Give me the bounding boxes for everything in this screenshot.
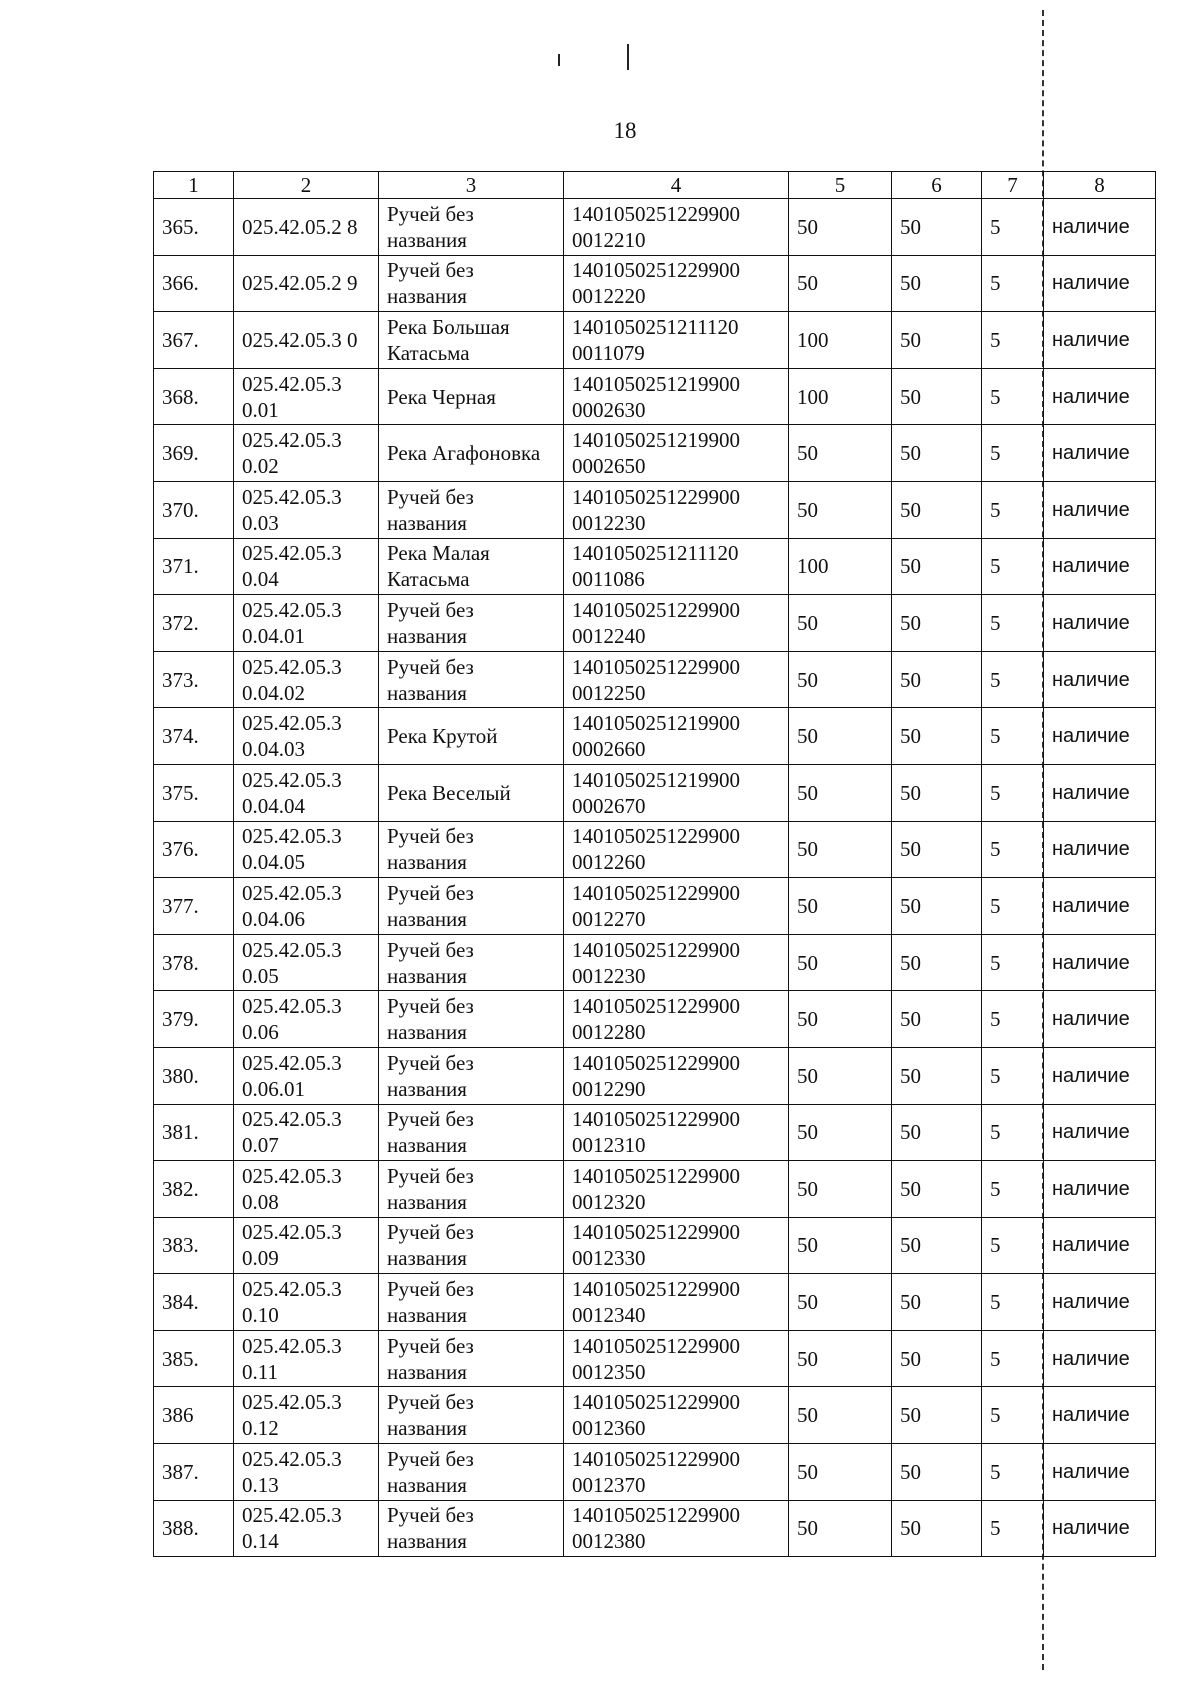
column-6-cell: 50 bbox=[892, 991, 982, 1048]
column-7-cell: 5 bbox=[982, 821, 1044, 878]
column-5-cell: 50 bbox=[789, 1444, 892, 1501]
code-cell: 025.42.05.3 0.04.05 bbox=[234, 821, 379, 878]
name-cell: Река Агафоновка bbox=[379, 425, 564, 482]
name-cell: Ручей без названия bbox=[379, 1500, 564, 1557]
table-row bbox=[154, 199, 1156, 256]
table-row bbox=[154, 991, 1156, 1048]
registry-id-cell: 1401050251229900 0012310 bbox=[564, 1104, 789, 1161]
status-cell: наличие bbox=[1044, 1047, 1156, 1104]
code-cell: 025.42.05.2 8 bbox=[234, 199, 379, 256]
registry-id-cell: 1401050251229900 0012380 bbox=[564, 1500, 789, 1557]
code-cell: 025.42.05.3 0.04.03 bbox=[234, 708, 379, 765]
column-6-cell: 50 bbox=[892, 595, 982, 652]
column-6-cell: 50 bbox=[892, 1500, 982, 1557]
status-cell: наличие bbox=[1044, 1444, 1156, 1501]
column-6-cell: 50 bbox=[892, 651, 982, 708]
column-5-cell: 50 bbox=[789, 1500, 892, 1557]
table-row bbox=[154, 425, 1156, 482]
row-number-cell: 368. bbox=[154, 368, 234, 425]
table-row bbox=[154, 1444, 1156, 1501]
column-7-cell: 5 bbox=[982, 878, 1044, 935]
table-row bbox=[154, 1500, 1156, 1557]
registry-id-cell: 1401050251229900 0012370 bbox=[564, 1444, 789, 1501]
column-6-cell: 50 bbox=[892, 1217, 982, 1274]
row-number-cell: 379. bbox=[154, 991, 234, 1048]
code-cell: 025.42.05.3 0.11 bbox=[234, 1330, 379, 1387]
code-cell: 025.42.05.3 0.04.04 bbox=[234, 764, 379, 821]
status-cell: наличие bbox=[1044, 1161, 1156, 1218]
column-5-cell: 50 bbox=[789, 199, 892, 256]
registry-id-cell: 1401050251219900 0002650 bbox=[564, 425, 789, 482]
column-6-cell: 50 bbox=[892, 1161, 982, 1218]
column-7-cell: 5 bbox=[982, 1161, 1044, 1218]
column-7-cell: 5 bbox=[982, 991, 1044, 1048]
status-cell: наличие bbox=[1044, 199, 1156, 256]
status-cell: наличие bbox=[1044, 1500, 1156, 1557]
column-header-2: 2 bbox=[234, 172, 379, 199]
registry-id-cell: 1401050251229900 0012280 bbox=[564, 991, 789, 1048]
registry-id-cell: 1401050251219900 0002630 bbox=[564, 368, 789, 425]
row-number-cell: 375. bbox=[154, 764, 234, 821]
status-cell: наличие bbox=[1044, 708, 1156, 765]
name-cell: Ручей без названия bbox=[379, 1330, 564, 1387]
water-bodies-table bbox=[153, 171, 1156, 1557]
code-cell: 025.42.05.3 0.04.06 bbox=[234, 878, 379, 935]
name-cell: Ручей без названия bbox=[379, 1047, 564, 1104]
registry-id-cell: 1401050251229900 0012340 bbox=[564, 1274, 789, 1331]
table-row bbox=[154, 1047, 1156, 1104]
registry-id-cell: 1401050251229900 0012220 bbox=[564, 255, 789, 312]
column-6-cell: 50 bbox=[892, 312, 982, 369]
column-5-cell: 50 bbox=[789, 595, 892, 652]
code-cell: 025.42.05.3 0.14 bbox=[234, 1500, 379, 1557]
column-header-5: 5 bbox=[789, 172, 892, 199]
column-header-7: 7 bbox=[982, 172, 1044, 199]
status-cell: наличие bbox=[1044, 255, 1156, 312]
registry-id-cell: 1401050251229900 0012270 bbox=[564, 878, 789, 935]
column-6-cell: 50 bbox=[892, 934, 982, 991]
registry-id-cell: 1401050251229900 0012320 bbox=[564, 1161, 789, 1218]
registry-id-cell: 1401050251229900 0012230 bbox=[564, 934, 789, 991]
table-row bbox=[154, 255, 1156, 312]
table-body bbox=[154, 199, 1156, 1557]
table-row bbox=[154, 1161, 1156, 1218]
column-6-cell: 50 bbox=[892, 821, 982, 878]
code-cell: 025.42.05.3 0.02 bbox=[234, 425, 379, 482]
status-cell: наличие bbox=[1044, 481, 1156, 538]
column-7-cell: 5 bbox=[982, 199, 1044, 256]
code-cell: 025.42.05.3 0.04.01 bbox=[234, 595, 379, 652]
status-cell: наличие bbox=[1044, 312, 1156, 369]
column-header-6: 6 bbox=[892, 172, 982, 199]
table-row bbox=[154, 1330, 1156, 1387]
status-cell: наличие bbox=[1044, 1104, 1156, 1161]
table-row bbox=[154, 1274, 1156, 1331]
registry-id-cell: 1401050251211120 0011079 bbox=[564, 312, 789, 369]
table-row bbox=[154, 481, 1156, 538]
column-header-8: 8 bbox=[1044, 172, 1156, 199]
column-5-cell: 50 bbox=[789, 1330, 892, 1387]
status-cell: наличие bbox=[1044, 991, 1156, 1048]
row-number-cell: 366. bbox=[154, 255, 234, 312]
column-7-cell: 5 bbox=[982, 255, 1044, 312]
code-cell: 025.42.05.3 0.07 bbox=[234, 1104, 379, 1161]
name-cell: Ручей без названия bbox=[379, 1161, 564, 1218]
row-number-cell: 372. bbox=[154, 595, 234, 652]
row-number-cell: 383. bbox=[154, 1217, 234, 1274]
code-cell: 025.42.05.3 0.08 bbox=[234, 1161, 379, 1218]
code-cell: 025.42.05.3 0.06 bbox=[234, 991, 379, 1048]
table-row bbox=[154, 1217, 1156, 1274]
name-cell: Ручей без названия bbox=[379, 481, 564, 538]
code-cell: 025.42.05.3 0.10 bbox=[234, 1274, 379, 1331]
row-number-cell: 385. bbox=[154, 1330, 234, 1387]
column-5-cell: 100 bbox=[789, 368, 892, 425]
name-cell: Ручей без названия bbox=[379, 255, 564, 312]
column-6-cell: 50 bbox=[892, 1104, 982, 1161]
column-7-cell: 5 bbox=[982, 1444, 1044, 1501]
column-7-cell: 5 bbox=[982, 368, 1044, 425]
table-row bbox=[154, 764, 1156, 821]
code-cell: 025.42.05.3 0.03 bbox=[234, 481, 379, 538]
column-6-cell: 50 bbox=[892, 1274, 982, 1331]
code-cell: 025.42.05.2 9 bbox=[234, 255, 379, 312]
status-cell: наличие bbox=[1044, 934, 1156, 991]
column-7-cell: 5 bbox=[982, 1104, 1044, 1161]
table-row bbox=[154, 821, 1156, 878]
column-7-cell: 5 bbox=[982, 538, 1044, 595]
registry-id-cell: 1401050251229900 0012260 bbox=[564, 821, 789, 878]
column-7-cell: 5 bbox=[982, 312, 1044, 369]
row-number-cell: 373. bbox=[154, 651, 234, 708]
status-cell: наличие bbox=[1044, 821, 1156, 878]
column-7-cell: 5 bbox=[982, 1217, 1044, 1274]
name-cell: Ручей без названия bbox=[379, 934, 564, 991]
registry-id-cell: 1401050251229900 0012290 bbox=[564, 1047, 789, 1104]
name-cell: Река Большая Катасьма bbox=[379, 312, 564, 369]
column-5-cell: 50 bbox=[789, 708, 892, 765]
code-cell: 025.42.05.3 0.13 bbox=[234, 1444, 379, 1501]
column-7-cell: 5 bbox=[982, 764, 1044, 821]
row-number-cell: 377. bbox=[154, 878, 234, 935]
scan-mark-right bbox=[627, 44, 629, 70]
column-header-4: 4 bbox=[564, 172, 789, 199]
name-cell: Река Веселый bbox=[379, 764, 564, 821]
status-cell: наличие bbox=[1044, 595, 1156, 652]
code-cell: 025.42.05.3 0.04 bbox=[234, 538, 379, 595]
row-number-cell: 387. bbox=[154, 1444, 234, 1501]
status-cell: наличие bbox=[1044, 1387, 1156, 1444]
column-5-cell: 50 bbox=[789, 878, 892, 935]
registry-id-cell: 1401050251211120 0011086 bbox=[564, 538, 789, 595]
column-5-cell: 50 bbox=[789, 1104, 892, 1161]
row-number-cell: 367. bbox=[154, 312, 234, 369]
column-7-cell: 5 bbox=[982, 1330, 1044, 1387]
code-cell: 025.42.05.3 0.06.01 bbox=[234, 1047, 379, 1104]
column-6-cell: 50 bbox=[892, 1047, 982, 1104]
row-number-cell: 370. bbox=[154, 481, 234, 538]
column-5-cell: 50 bbox=[789, 425, 892, 482]
column-5-cell: 50 bbox=[789, 481, 892, 538]
registry-id-cell: 1401050251219900 0002670 bbox=[564, 764, 789, 821]
column-header-3: 3 bbox=[379, 172, 564, 199]
status-cell: наличие bbox=[1044, 878, 1156, 935]
row-number-cell: 386 bbox=[154, 1387, 234, 1444]
registry-id-cell: 1401050251229900 0012240 bbox=[564, 595, 789, 652]
column-5-cell: 50 bbox=[789, 991, 892, 1048]
name-cell: Ручей без названия bbox=[379, 878, 564, 935]
column-6-cell: 50 bbox=[892, 481, 982, 538]
column-7-cell: 5 bbox=[982, 595, 1044, 652]
name-cell: Ручей без названия bbox=[379, 595, 564, 652]
column-7-cell: 5 bbox=[982, 708, 1044, 765]
row-number-cell: 365. bbox=[154, 199, 234, 256]
column-5-cell: 50 bbox=[789, 1161, 892, 1218]
registry-id-cell: 1401050251229900 0012360 bbox=[564, 1387, 789, 1444]
column-7-cell: 5 bbox=[982, 1500, 1044, 1557]
column-5-cell: 100 bbox=[789, 312, 892, 369]
column-5-cell: 100 bbox=[789, 538, 892, 595]
status-cell: наличие bbox=[1044, 764, 1156, 821]
code-cell: 025.42.05.3 0.04.02 bbox=[234, 651, 379, 708]
name-cell: Река Малая Катасьма bbox=[379, 538, 564, 595]
name-cell: Ручей без названия bbox=[379, 651, 564, 708]
name-cell: Ручей без названия bbox=[379, 1217, 564, 1274]
column-5-cell: 50 bbox=[789, 821, 892, 878]
name-cell: Река Черная bbox=[379, 368, 564, 425]
column-5-cell: 50 bbox=[789, 1387, 892, 1444]
table-header-row bbox=[154, 172, 1156, 199]
row-number-cell: 381. bbox=[154, 1104, 234, 1161]
row-number-cell: 369. bbox=[154, 425, 234, 482]
column-6-cell: 50 bbox=[892, 1387, 982, 1444]
name-cell: Ручей без названия bbox=[379, 199, 564, 256]
status-cell: наличие bbox=[1044, 1217, 1156, 1274]
table-row bbox=[154, 708, 1156, 765]
registry-id-cell: 1401050251229900 0012250 bbox=[564, 651, 789, 708]
column-6-cell: 50 bbox=[892, 538, 982, 595]
column-6-cell: 50 bbox=[892, 1330, 982, 1387]
column-5-cell: 50 bbox=[789, 1047, 892, 1104]
code-cell: 025.42.05.3 0 bbox=[234, 312, 379, 369]
column-6-cell: 50 bbox=[892, 199, 982, 256]
table-row bbox=[154, 312, 1156, 369]
table-row bbox=[154, 1104, 1156, 1161]
registry-id-cell: 1401050251229900 0012230 bbox=[564, 481, 789, 538]
name-cell: Ручей без названия bbox=[379, 821, 564, 878]
column-6-cell: 50 bbox=[892, 368, 982, 425]
registry-id-cell: 1401050251229900 0012330 bbox=[564, 1217, 789, 1274]
code-cell: 025.42.05.3 0.12 bbox=[234, 1387, 379, 1444]
column-5-cell: 50 bbox=[789, 1274, 892, 1331]
column-7-cell: 5 bbox=[982, 1387, 1044, 1444]
name-cell: Ручей без названия bbox=[379, 1387, 564, 1444]
table-row bbox=[154, 368, 1156, 425]
name-cell: Ручей без названия bbox=[379, 1104, 564, 1161]
row-number-cell: 371. bbox=[154, 538, 234, 595]
column-header-1: 1 bbox=[154, 172, 234, 199]
column-5-cell: 50 bbox=[789, 1217, 892, 1274]
column-7-cell: 5 bbox=[982, 481, 1044, 538]
registry-id-cell: 1401050251219900 0002660 bbox=[564, 708, 789, 765]
row-number-cell: 378. bbox=[154, 934, 234, 991]
column-5-cell: 50 bbox=[789, 764, 892, 821]
table-row bbox=[154, 595, 1156, 652]
column-5-cell: 50 bbox=[789, 651, 892, 708]
column-7-cell: 5 bbox=[982, 651, 1044, 708]
status-cell: наличие bbox=[1044, 538, 1156, 595]
column-6-cell: 50 bbox=[892, 255, 982, 312]
scan-mark-left bbox=[558, 54, 560, 66]
column-5-cell: 50 bbox=[789, 255, 892, 312]
table-row bbox=[154, 538, 1156, 595]
row-number-cell: 382. bbox=[154, 1161, 234, 1218]
column-6-cell: 50 bbox=[892, 425, 982, 482]
row-number-cell: 374. bbox=[154, 708, 234, 765]
column-6-cell: 50 bbox=[892, 764, 982, 821]
name-cell: Ручей без названия bbox=[379, 991, 564, 1048]
row-number-cell: 384. bbox=[154, 1274, 234, 1331]
column-6-cell: 50 bbox=[892, 708, 982, 765]
status-cell: наличие bbox=[1044, 1274, 1156, 1331]
column-7-cell: 5 bbox=[982, 425, 1044, 482]
row-number-cell: 380. bbox=[154, 1047, 234, 1104]
table-row bbox=[154, 651, 1156, 708]
column-7-cell: 5 bbox=[982, 1047, 1044, 1104]
table-row bbox=[154, 1387, 1156, 1444]
status-cell: наличие bbox=[1044, 1330, 1156, 1387]
status-cell: наличие bbox=[1044, 368, 1156, 425]
row-number-cell: 388. bbox=[154, 1500, 234, 1557]
column-5-cell: 50 bbox=[789, 934, 892, 991]
code-cell: 025.42.05.3 0.05 bbox=[234, 934, 379, 991]
column-6-cell: 50 bbox=[892, 878, 982, 935]
code-cell: 025.42.05.3 0.09 bbox=[234, 1217, 379, 1274]
status-cell: наличие bbox=[1044, 651, 1156, 708]
column-6-cell: 50 bbox=[892, 1444, 982, 1501]
code-cell: 025.42.05.3 0.01 bbox=[234, 368, 379, 425]
name-cell: Река Крутой bbox=[379, 708, 564, 765]
name-cell: Ручей без названия bbox=[379, 1274, 564, 1331]
row-number-cell: 376. bbox=[154, 821, 234, 878]
page-number: 18 bbox=[613, 118, 637, 143]
table-row bbox=[154, 878, 1156, 935]
name-cell: Ручей без названия bbox=[379, 1444, 564, 1501]
table-row bbox=[154, 934, 1156, 991]
registry-id-cell: 1401050251229900 0012210 bbox=[564, 199, 789, 256]
status-cell: наличие bbox=[1044, 425, 1156, 482]
column-7-cell: 5 bbox=[982, 1274, 1044, 1331]
column-7-cell: 5 bbox=[982, 934, 1044, 991]
registry-id-cell: 1401050251229900 0012350 bbox=[564, 1330, 789, 1387]
